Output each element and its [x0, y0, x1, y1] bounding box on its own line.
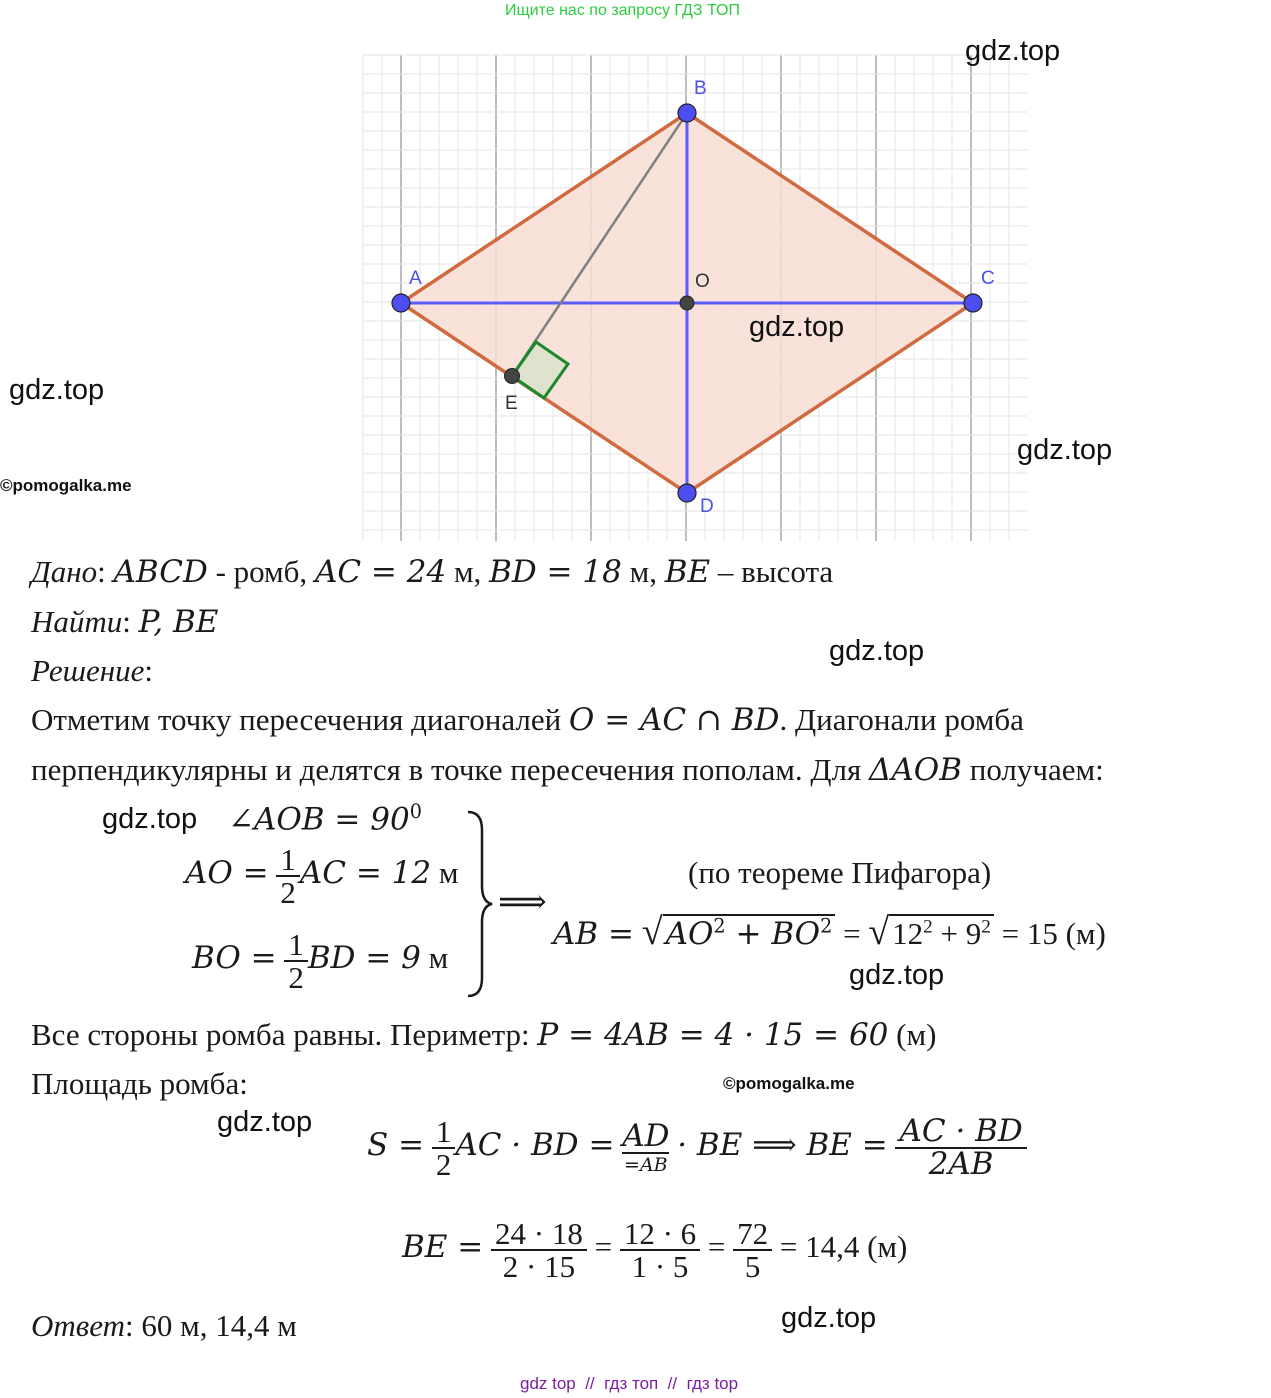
watermark-gdz: gdz.top: [9, 374, 105, 406]
area-equation: [367, 1113, 1027, 1182]
equals: =: [707, 1229, 726, 1265]
unit: м: [438, 855, 459, 891]
watermark-gdz: gdz.top: [1017, 434, 1113, 466]
unit: м: [428, 940, 449, 976]
ab-equation: AB = $√AO^2 + BO^2 = √12^2 + 9^2 = 15$ (м): [553, 911, 1106, 953]
s-lhs: S =: [367, 1127, 425, 1164]
footer-links[interactable]: gdz top // гдз топ // гдз top: [520, 1374, 739, 1393]
s-mid: AC · BD =: [455, 1127, 615, 1164]
angle-aob-equation: [228, 800, 422, 838]
ao-lhs: AO =: [185, 855, 269, 892]
watermark-gdz: gdz.top: [749, 311, 845, 343]
sqrt-12-9: $12^2 + 9^2$: [889, 914, 994, 951]
solution-paragraph-2: [31, 754, 1104, 786]
answer-value: : 60 м, 14,4 м: [124, 1308, 297, 1343]
half-fraction: $\frac{1}{2}$: [432, 1116, 456, 1180]
ad: AD: [622, 1118, 670, 1154]
point-e: [505, 369, 520, 384]
pythagoras-note: (по теореме Пифагора): [688, 855, 992, 890]
be-lhs: BE =: [402, 1229, 484, 1266]
half-fraction: $\frac{1}{2}$: [276, 844, 300, 908]
text: . Диагонали ромба: [779, 702, 1024, 737]
watermark-gdz: gdz.top: [781, 1302, 877, 1334]
perimeter-line: [31, 1019, 936, 1051]
given-figure: ABCD: [113, 554, 208, 590]
watermark-gdz: gdz.top: [102, 803, 198, 835]
half-fraction: $\frac{1}{2}$: [284, 929, 308, 993]
angle-eq: ∠AOB = 90: [228, 801, 410, 838]
ao-rhs: AC = 12: [299, 855, 432, 892]
be-fraction: $\frac{AC \cdot BD}{2AB}$: [895, 1116, 1026, 1180]
bo-rhs: BD = 9: [307, 940, 421, 977]
watermark-gdz: gdz.top: [965, 35, 1061, 67]
find-value: P, BE: [138, 604, 219, 640]
given-bd: BD = 18: [489, 554, 622, 590]
bo-equation: [192, 929, 448, 993]
ab-result: = 15: [1001, 916, 1058, 951]
given-text: - ромб,: [207, 554, 315, 589]
label-a: A: [409, 268, 422, 289]
label-b: B: [694, 78, 707, 99]
given-text: м,: [621, 554, 665, 589]
bo-lhs: BO =: [192, 940, 277, 977]
fraction-1: $\frac{24 \cdot 18}{2 \cdot 15}$: [491, 1218, 587, 1282]
answer-label: Ответ: [31, 1308, 125, 1343]
given-line: Дано: ABCD - ромб, AC = 24 м, BD = 18 м, BE – высота: [31, 554, 834, 590]
point-o: [680, 296, 694, 310]
label-o: O: [695, 271, 710, 292]
ab-lhs: AB =: [553, 916, 634, 952]
solution-label: Решение: [31, 653, 145, 688]
point-b: [678, 104, 696, 122]
watermark-pomogalka: ©pomogalka.me: [0, 476, 132, 495]
watermark-gdz: gdz.top: [217, 1106, 313, 1138]
unit: (м): [867, 1229, 908, 1265]
given-text: м,: [446, 554, 490, 589]
point-a: [392, 294, 410, 312]
watermark-pomogalka: ©pomogalka.me: [723, 1074, 855, 1093]
find-line: Найти: P, BE: [31, 604, 219, 640]
degree: 0: [409, 800, 422, 823]
given-be: BE: [664, 554, 711, 590]
solution-label-line: Решение:: [31, 653, 153, 688]
unit: (м): [1065, 916, 1106, 951]
triangle-aob: ΔAOB: [869, 752, 962, 788]
area-label: Площадь ромба:: [31, 1066, 248, 1101]
s-be: · BE ⟹ BE =: [677, 1127, 888, 1164]
solution-paragraph-1: [31, 704, 1024, 736]
implies-arrow: ⟹: [498, 884, 547, 921]
text: Отметим точку пересечения диагоналей: [31, 702, 569, 737]
equals: =: [594, 1229, 613, 1265]
ao-equation: [185, 844, 459, 908]
watermark-gdz: gdz.top: [849, 959, 945, 991]
point-d: [678, 484, 696, 502]
equals: =: [843, 916, 861, 951]
be-result: = 14,4: [779, 1229, 860, 1265]
label-d: D: [700, 496, 714, 517]
text: Все стороны ромба равны. Периметр:: [31, 1017, 538, 1052]
label-e: E: [505, 393, 518, 414]
intersection-formula: O = AC ∩ BD: [568, 702, 780, 738]
fraction-2: $\frac{12 \cdot 6}{1 \cdot 5}$: [620, 1218, 700, 1282]
ad-eq-ab: =AB: [624, 1154, 668, 1176]
text: получаем:: [961, 752, 1104, 787]
label-c: C: [981, 268, 995, 289]
unit: (м): [888, 1017, 937, 1052]
answer-line: [31, 1310, 297, 1341]
search-hint: Ищите нас по запросу ГДЗ ТОП: [505, 2, 740, 19]
find-label: Найти: [31, 604, 123, 639]
watermark-gdz: gdz.top: [829, 635, 925, 667]
sqrt-ao-bo: $AO^2 + BO^2$: [663, 914, 836, 952]
given-text: – высота: [710, 554, 834, 589]
system-brace: [464, 808, 494, 1000]
given-label: Дано: [31, 554, 98, 589]
perimeter-formula: P = 4AB = 4 · 15 = 60: [537, 1017, 889, 1053]
fraction-3: $\frac{72}{5}$: [733, 1218, 772, 1282]
be-equation: [402, 1218, 907, 1282]
point-c: [964, 294, 982, 312]
given-ac: AC = 24: [314, 554, 447, 590]
ad-underbrace: [622, 1118, 670, 1176]
text: перпендикулярны и делятся в точке пересечения пополам. Для: [31, 752, 869, 787]
